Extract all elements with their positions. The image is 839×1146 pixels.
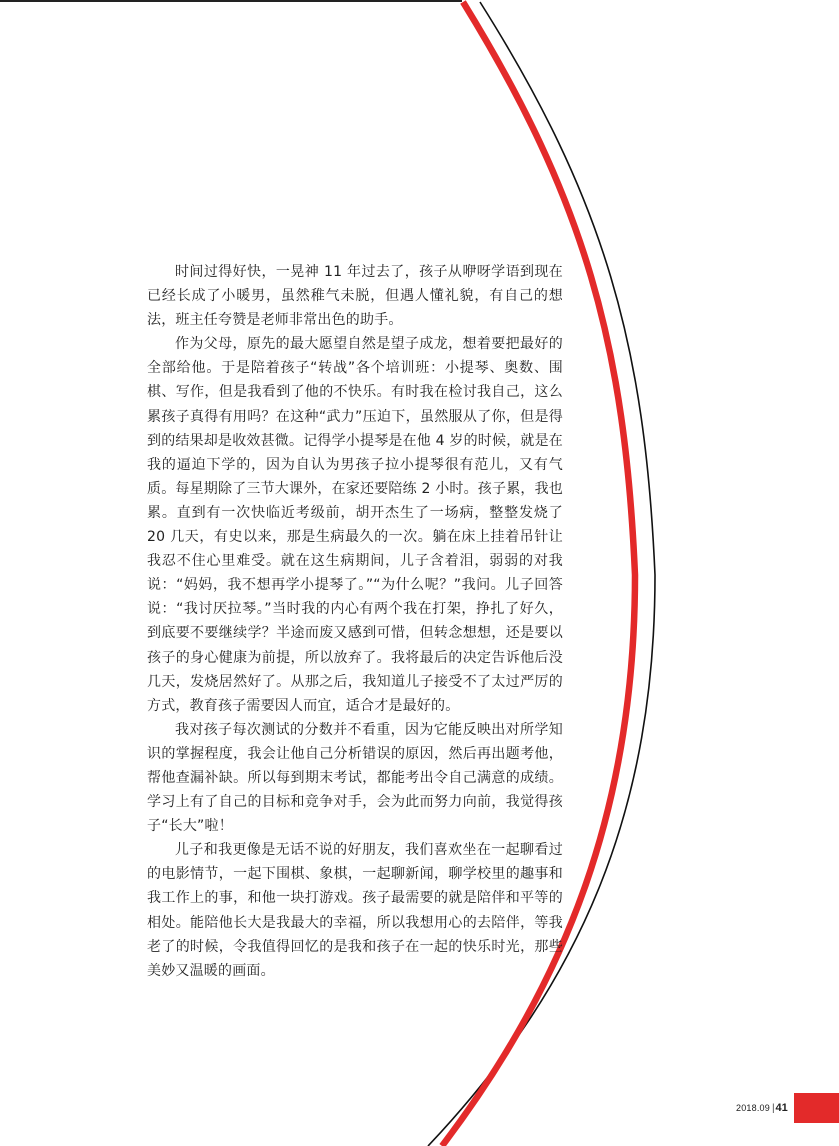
article-body: [147, 260, 563, 983]
article-paragraph: 时间过得好快，一晃神 11 年过去了，孩子从咿呀学语到现在已经长成了小暖男，虽然稚气未脱，但遇人懂礼貌，有自己的想法，班主任夸赞是老师非常出色的助手。: [147, 264, 563, 329]
article-paragraph: 作为父母，原先的最大愿望自然是望子成龙，想着要把最好的全部给他。于是陪着孩子“转战”各个培训班：小提琴、奥数、围棋、写作，但是我看到了他的不快乐。有时我在检讨我自己，这么累孩子真得有用吗？在这种“武力”压迫下，虽然服从了你，但是得到的结果却是收效甚微。记得学小提琴是在他 4 岁的时候，就是在我的逼迫下学的，因为自认为男孩子拉小提琴很有范儿，又有气质。每星期除了三节大课外，在家还要陪练 2 小时。孩子累，我也累。直到有一次快临近考级前，胡开杰生了一场病，整整发烧了 20 几天，有史以来，那是生病最久的一次。躺在床上挂着吊针让我忍不住心里难受。就在这生病期间，儿子含着泪，弱弱的对我说：“妈妈，我不想再学小提琴了。”“为什么呢？”我问。儿子回答说：“我讨厌拉琴。”当时我的内心有两个我在打架，挣扎了好久，到底要不要继续学？半途而废又感到可惜，但转念想想，还是要以孩子的身心健康为前提，所以放弃了。我将最后的决定告诉他后没几天，发烧居然好了。从那之后，我知道儿子接受不了太过严厉的方式，教育孩子需要因人而宜，适合才是最好的。: [147, 336, 564, 714]
page-number: 41: [775, 1102, 788, 1114]
article-paragraph: 儿子和我更像是无话不说的好朋友，我们喜欢坐在一起聊看过的电影情节，一起下围棋、象棋，一起聊新闻，聊学校里的趣事和我工作上的事，和他一块打游戏。孩子最需要的就是陪伴和平等的相处。能陪他长大是我最大的幸福，所以我想用心的去陪伴，等我老了的时候，令我值得回忆的是我和孩子在一起的快乐时光，那些美妙又温暖的画面。: [147, 842, 563, 979]
article-paragraph: 我对孩子每次测试的分数并不看重，因为它能反映出对所学知识的掌握程度，我会让他自己分析错误的原因，然后再出题考他，帮他查漏补缺。所以每到期末考试，都能考出令自己满意的成绩。学习上有了自己的目标和竞争对手，会为此而努力向前，我觉得孩子“长大”啦！: [147, 721, 563, 835]
issue-date: 2018.09: [736, 1103, 770, 1113]
page-folio: [736, 1093, 788, 1123]
folio-separator: |: [771, 1102, 775, 1114]
red-corner-tab: [794, 1093, 839, 1123]
